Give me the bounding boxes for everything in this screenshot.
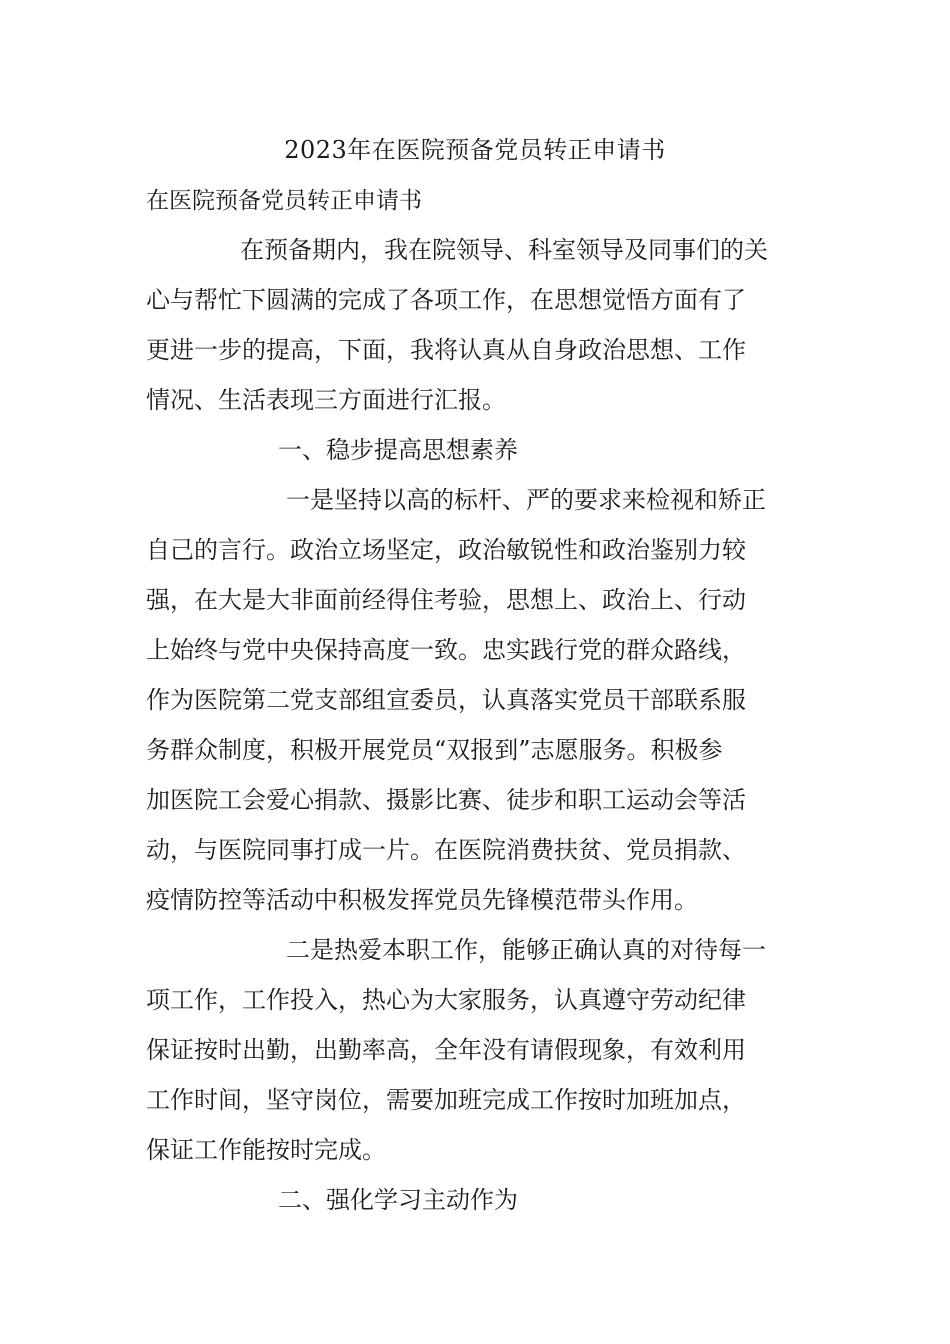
section-heading: 一、稳步提高思想素养 — [278, 436, 518, 464]
paragraph-line: 保证按时出勤，出勤率高，全年没有请假现象，有效利用 — [146, 1036, 746, 1064]
paragraph-line: 务群众制度，积极开展党员“双报到”志愿服务。积极参 — [146, 736, 723, 764]
paragraph-line: 项工作，工作投入，热心为大家服务，认真遵守劳动纪律 — [146, 986, 746, 1014]
paragraph-line: 情况、生活表现三方面进行汇报。 — [146, 386, 506, 414]
paragraph-line: 二是热爱本职工作，能够正确认真的对待每一 — [286, 936, 766, 964]
paragraph-line: 保证工作能按时完成。 — [146, 1136, 386, 1164]
paragraph-line: 一是坚持以高的标杆、严的要求来检视和矫正 — [286, 486, 766, 514]
document-title: 2023年在医院预备党员转正申请书 — [284, 136, 666, 164]
paragraph-line: 自己的言行。政治立场坚定，政治敏锐性和政治鉴别力较 — [146, 536, 746, 564]
paragraph-line: 动，与医院同事打成一片。在医院消费扶贫、党员捐款、 — [146, 836, 746, 864]
paragraph-line: 工作时间，坚守岗位，需要加班完成工作按时加班加点， — [146, 1086, 746, 1114]
document-subtitle: 在医院预备党员转正申请书 — [146, 188, 422, 214]
paragraph-line: 心与帮忙下圆满的完成了各项工作，在思想觉悟方面有了 — [146, 286, 746, 314]
paragraph-line: 在预备期内，我在院领导、科室领导及同事们的关 — [240, 236, 768, 264]
paragraph-line: 加医院工会爱心捐款、摄影比赛、徒步和职工运动会等活 — [146, 786, 746, 814]
paragraph-line: 上始终与党中央保持高度一致。忠实践行党的群众路线， — [146, 636, 746, 664]
paragraph-line: 更进一步的提高，下面，我将认真从自身政治思想、工作 — [146, 336, 746, 364]
section-heading: 二、强化学习主动作为 — [278, 1186, 518, 1214]
paragraph-line: 强，在大是大非面前经得住考验，思想上、政治上、行动 — [146, 586, 746, 614]
paragraph-line: 疫情防控等活动中积极发挥党员先锋模范带头作用。 — [146, 886, 698, 914]
paragraph-line: 作为医院第二党支部组宣委员，认真落实党员干部联系服 — [146, 686, 746, 714]
